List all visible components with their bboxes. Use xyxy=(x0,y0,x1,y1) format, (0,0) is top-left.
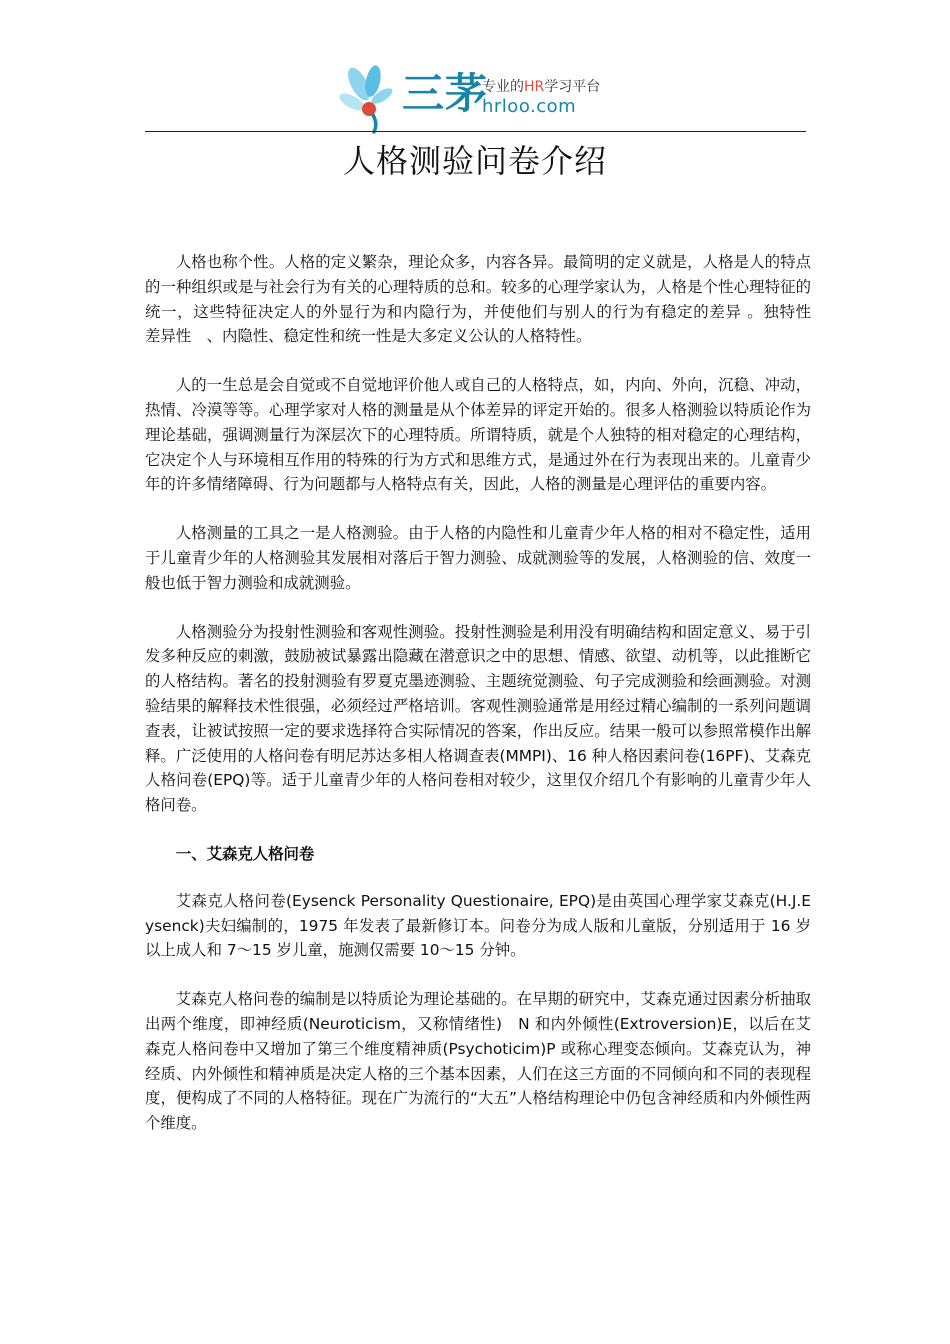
page-header xyxy=(0,56,950,132)
paragraph-intro-4: 人格测验分为投射性测验和客观性测验。投射性测验是利用没有明确结构和固定意义、易于引发多种反应的刺激，鼓励被试暴露出隐藏在潜意识之中的思想、情感、欲望、动机等，以此推断它的人格结构。著名的投射测验有罗夏克墨迹测验、主题统觉测验、句子完成测验和绘画测验。对测验结果的解释技术性很强，必须经过严格培训。客观性测验通常是用经过精心编制的一系列问题调查表，让被试按照一定的要求选择符合实际情况的答案，作出反应。结果一般可以参照常模作出解释。广泛使用的人格问卷有明尼苏达多相人格调查表(MMPI)、16 种人格因素问卷(16PF)、艾森克人格问卷(EPQ)等。适于儿童青少年的人格问卷相对较少，这里仅介绍几个有影响的儿童青少年人格问卷。 xyxy=(145,622,811,815)
brand-name: 三茅 xyxy=(402,69,489,118)
paragraph-eysenck-2: 艾森克人格问卷的编制是以特质论为理论基础的。在早期的研究中，艾森克通过因素分析抽取出两个维度，即神经质(Neuroticism，又称情绪性) N 和内外倾性(Extroversion)E，以后在艾森克人格问卷中又增加了第三个维度精神质(Psychoticim)P 或称心理变态倾向。艾森克认为，神经质、内外倾性和精神质是决定人格的三个基本因素，人们在这三方面的不同倾向和不同的表现程度，便构成了不同的人格特征。现在广为流行的“大五”人格结构理论中仍包含神经质和内外倾性两个维度。 xyxy=(145,990,811,1133)
paragraph-eysenck-1: 艾森克人格问卷(Eysenck Personality Questionaire, EPQ)是由英国心理学家艾森克(H.J.Eysenck)夫妇编制的，1975 年发表了最新修订本。问卷分为成人版和儿童版，分别适用于 16 岁以上成人和 7～15 岁儿童，施测仅需要 10～15 分钟。 xyxy=(145,891,811,960)
paragraph-intro-3: 人格测量的工具之一是人格测验。由于人格的内隐性和儿童青少年人格的相对不稳定性，适用于儿童青少年的人格测验其发展相对落后于智力测验、成就测验等的发展，人格测验的信、效度一般也低于智力测验和成就测验。 xyxy=(145,524,811,592)
dragonfly-logo-icon xyxy=(338,64,400,134)
tagline-suffix: 学习平台 xyxy=(544,79,601,95)
page-title: 人格测验问卷介绍 xyxy=(342,142,607,180)
brand-domain: hrloo.com xyxy=(482,96,577,117)
document-body xyxy=(145,250,827,1160)
tagline-prefix: 专业的 xyxy=(482,79,524,95)
tagline-hr: HR xyxy=(524,79,545,95)
header-divider xyxy=(145,131,806,132)
paragraph-intro-1: 人格也称个性。人格的定义繁杂，理论众多，内容各异。最简明的定义就是，人格是人的特点的一种组织或是与社会行为有关的心理特质的总和。较多的心理学家认为，人格是个性心理特征的统一，这些特征决定人的外显行为和内隐行为，并使他们与别人的行为有稳定的差异 。独特性 差异性 、内隐性、稳定性和统一性是大多定义公认的人格特性。 xyxy=(145,253,827,346)
paragraph-intro-2: 人的一生总是会自觉或不自觉地评价他人或自己的人格特点，如，内向、外向，沉稳、冲动，热情、冷漠等等。心理学家对人格的测量是从个体差异的评定开始的。很多人格测验以特质论作为理论基础，强调测量行为深层次下的心理特质。所谓特质，就是个人独特的相对稳定的心理结构，它决定个人与环境相互作用的特殊的行为方式和思维方式，是通过外在行为表现出来的。儿童青少年的许多情绪障碍、行为问题都与人格特点有关，因此，人格的测量是心理评估的重要内容。 xyxy=(145,376,811,494)
section-heading-eysenck: 一、艾森克人格问卷 xyxy=(175,844,315,863)
brand-tagline xyxy=(482,78,600,96)
